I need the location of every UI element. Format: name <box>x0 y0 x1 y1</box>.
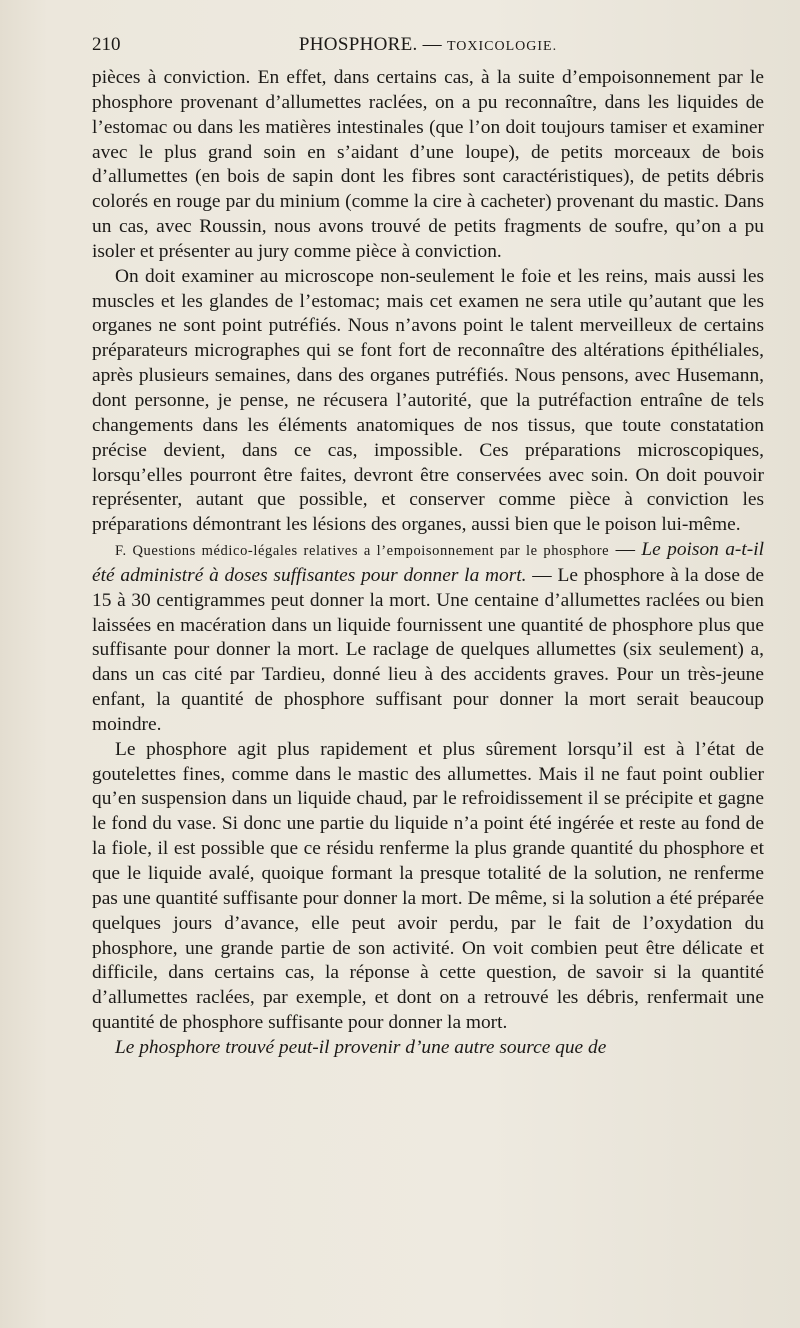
paragraph-5 <box>92 1036 764 1061</box>
running-title <box>92 34 764 56</box>
page-number: 210 <box>92 34 121 55</box>
paragraph-4: Le phosphore agit plus rapidement et plus sûrement lorsqu’il est à l’état de goutelettes fines, comme dans le mastic des allumettes. Mais il ne faut point oublier qu’en suspension dans un liquide chaud, par le refroidissement il se précipite et gagne le fond du vase. Si donc une partie du liquide n’a point été ingérée et reste au fond de la fiole, il est possible que ce résidu renferme la plus grande quantité du phosphore et que le liquide avalé, quoique formant la presque totalité de la solution, ne renferme pas une quantité suffisante pour donner la mort. De même, si la solution a été préparée quelques jours d’avance, elle peut avoir perdu, par le fait de l’oxydation du phosphore, une grande partie de son activité. On voit combien peut être délicate et difficile, dans certains cas, la réponse à cette question, de savoir si la quantité d’allumettes raclées, par exemple, et dont on a retrouvé les débris, renfermait une quantité de phosphore suffisante pour donner la mort. <box>92 738 764 1034</box>
running-title-dash: — <box>417 34 447 55</box>
heading-dash-1: — <box>609 539 642 561</box>
question-heading-2: Le phosphore trouvé peut-il provenir d’une autre source que de <box>115 1036 607 1058</box>
paragraph-2: On doit examiner au microscope non-seulement le foie et les reins, mais aussi les muscles et les glandes de l’estomac; mais cet examen ne sera utile qu’autant que les organes ne sont point putréfiés. Nous n’avons point le talent merveilleux de certains préparateurs micrographes qui se font fort de reconnaître des altérations épithéliales, après plusieurs semaines, dans des organes putréfiés. Nous pensons, avec Husemann, dont personne, je pense, ne récusera l’autorité, que la putréfaction entraîne de tels changements dans les éléments anatomiques de nos tissus, que toute constatation précise devient, dans ce cas, impossible. Ces préparations microscopiques, lorsqu’elles pourront être faites, devront être conservées avec soin. On doit pouvoir représenter, autant que possible, et conserver comme pièce à conviction les préparations démontrant les lésions des organes, aussi bien que le poison lui-même. <box>92 265 764 536</box>
heading-dash-2: — <box>526 564 558 586</box>
running-title-sub: TOXICOLOGIE. <box>446 39 558 54</box>
running-header <box>92 34 764 64</box>
paragraph-1: pièces à conviction. En effet, dans certains cas, à la suite d’empoisonnement par le phosphore provenant d’allumettes raclées, on a pu reconnaître, dans les liquides de l’estomac ou dans les matières intestinales (que l’on doit toujours tamiser et examiner avec le plus grand soin en s’aidant d’une loupe), de petits morceaux de bois d’allumettes (en bois de sapin dont les fibres sont caractéristiques), de petits débris colorés en rouge par du minium (comme la cire à cacheter) provenant du mastic. Dans un cas, avec Roussin, nous avons trouvé de petits fragments de soufre, qu’on a pu isoler et présenter au jury comme pièce à conviction. <box>92 67 764 262</box>
paragraph-3-text: Le phosphore à la dose de 15 à 30 centigrammes peut donner la mort. Une centaine d’allumettes raclées ou bien laissées en macération dans un liquide fournissent une quantité de phosphore plus que suffisante pour donner la mort. Le raclage de quelques allumettes (six seulement) a, dans un cas cité par Tardieu, donné lieu à des accidents graves. Pour un très-jeune enfant, la quantité de phosphore suffisant pour donner la mort serait beaucoup moindre. <box>92 564 765 735</box>
running-title-main: PHOSPHORE. <box>298 34 418 55</box>
question-heading: Le poison a-t-il été administré à doses suffisantes pour donner la mort. <box>92 539 764 586</box>
section-heading: F. Questions médico-légales relatives a l’empoisonnement par le phosphore <box>115 543 610 560</box>
paragraph-3 <box>92 538 764 738</box>
body-text <box>92 66 764 1061</box>
